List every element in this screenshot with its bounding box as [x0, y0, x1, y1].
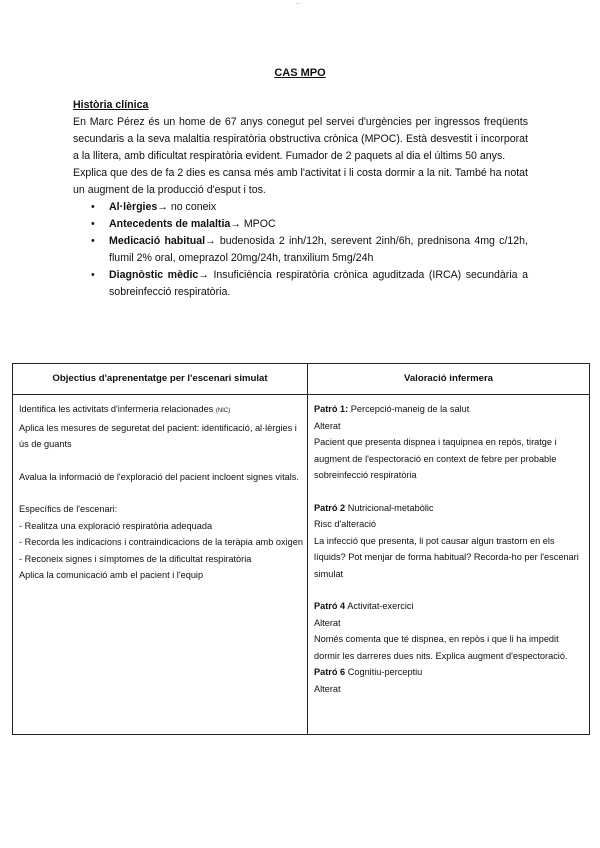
bullet-text: → budenosida 2 inh/12h, serevent 2inh/6h, prednisona 4mg c/12h, flumil 2% oral, omeprazol 20mg/24h, tranxilium 5mg/24h — [109, 235, 529, 264]
pattern-2-text: La infecció que presenta, li pot causar algun trastorn en els líquids? Pot menjar de forma habitual? Recorda-ho per l'escenari simulat — [314, 535, 579, 579]
document-title: CAS MPO — [274, 67, 326, 79]
objectives-heading: Identifica les activitats d'infermeria relacionades (NIC) — [19, 404, 231, 414]
page-header-mark: ... — [296, 0, 302, 6]
clinical-history — [73, 97, 528, 301]
bullet-label: Diagnòstic mèdic→ — [109, 269, 209, 281]
pattern-2-title: Patró 2 Nutricional-metabòlic — [314, 502, 434, 513]
spacer — [19, 485, 303, 501]
objective-communication: Aplica la comunicació amb el pacient i l'equip — [19, 570, 204, 580]
nic-tag: (NIC) — [215, 408, 231, 414]
specific-item: - Realitza una exploració respiratòria adequada — [19, 520, 213, 531]
history-heading: Història clínica — [73, 99, 149, 111]
pattern-6-title: Patró 6 Cognitiu-perceptiu — [314, 667, 423, 677]
pattern-1-text: Pacient que presenta dispnea i taquipnea en repòs, tiratge i augment de l'espectoració en context de febre per probable sobreinfecció respiratòria — [314, 437, 557, 480]
pattern-4-title: Patró 4 Activitat-exercici — [314, 601, 414, 611]
spacer — [314, 484, 585, 500]
specific-item: - Recorda les indicacions i contraindicacions de la teràpia amb oxigen — [19, 537, 303, 547]
pattern-1-status: Alterat — [314, 420, 341, 431]
bullet-text: no coneix — [167, 201, 217, 213]
pattern-2-status: Risc d'alteració — [314, 519, 377, 529]
objective-exploration: Avalua la informació de l'exploració del pacient incloent signes vitals. — [19, 471, 299, 482]
assessment-cell — [308, 395, 590, 735]
spacer — [19, 453, 303, 469]
spacer — [314, 582, 585, 598]
pattern-4-text: Només comenta que té dispnea, en repòs i que li ha impedit dormir les darreres dues nits. Explica augment d'espectoració. — [314, 634, 568, 661]
pattern-1-title: Patró 1: Percepció-maneig de la salut — [314, 404, 470, 414]
bullet-text: Insuficiència respiratòria crònica aguditzada (IRCA) secundària a sobreinfecció respiratòria. — [109, 269, 528, 298]
pattern-6-status: Alterat — [314, 683, 341, 694]
pattern-4-status: Alterat — [314, 617, 341, 628]
bullet-label: Al·lèrgies→ — [109, 201, 168, 213]
objectives-header: Objectius d'aprenentatge per l'escenari simulat — [13, 364, 308, 395]
history-bullet-list — [73, 199, 528, 301]
nursing-assessment-header: Valoració infermera — [308, 364, 590, 395]
objective-safety: Aplica les mesures de seguretat del pacient: identificació, al·lèrgies i ús de guants — [19, 422, 297, 449]
specific-item: - Reconeix signes i símptomes de la dificultat respiratòria — [19, 553, 252, 564]
bullet-history — [73, 216, 528, 233]
objectives-cell — [13, 395, 308, 735]
bullet-allergies — [73, 199, 528, 216]
bullet-label: Antecedents de malaltia — [109, 218, 231, 230]
history-paragraph-2: Explica que des de fa 2 dies es cansa més amb l'activitat i li costa dormir a la nit. També ha notat un augment de la producció d'esput i tos. — [73, 167, 528, 196]
scenario-table — [12, 363, 590, 735]
bullet-medication — [73, 233, 528, 267]
bullet-diagnosis — [73, 267, 528, 301]
history-paragraph-1: En Marc Pérez és un home de 67 anys conegut pel servei d'urgències per ingressos freqüents secundaris a la seva malaltia respiratòria obstructiva crònica (MPOC). Està desvestit i incorporat a la llitera, amb dificultat respiratòria evident. Fumador de 2 paquets al dia el últims 50 anys. — [73, 116, 528, 162]
bullet-text: → MPOC — [230, 218, 276, 230]
bullet-label: Medicació habitual — [109, 235, 206, 247]
specifics-heading: Específics de l'escenari: — [19, 504, 118, 514]
